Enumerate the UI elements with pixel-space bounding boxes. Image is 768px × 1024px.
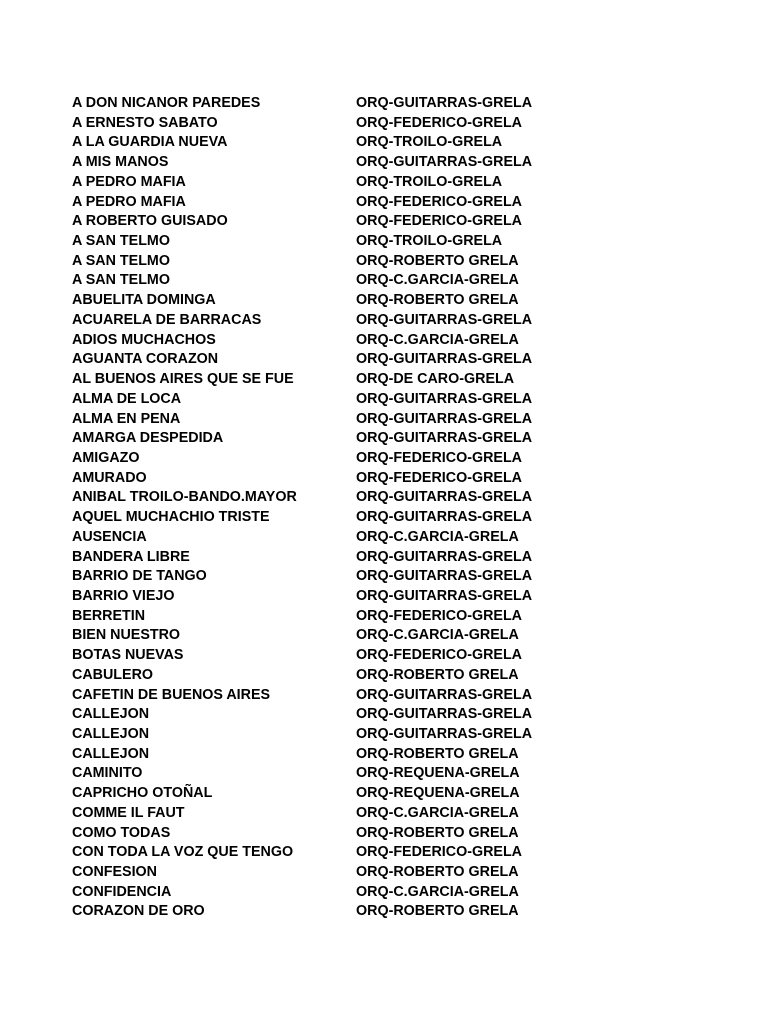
list-item xyxy=(72,883,712,903)
orchestra-name: ORQ-C.GARCIA-GRELA xyxy=(356,627,519,644)
list-item xyxy=(72,863,712,883)
song-title: CALLEJON xyxy=(72,706,150,723)
list-item xyxy=(72,705,712,725)
song-list xyxy=(72,94,712,922)
list-item xyxy=(72,686,712,706)
song-title: A SAN TELMO xyxy=(72,233,170,250)
list-item xyxy=(72,804,712,824)
song-title: A ROBERTO GUISADO xyxy=(72,213,228,230)
list-item xyxy=(72,350,712,370)
list-item xyxy=(72,331,712,351)
orchestra-name: ORQ-GUITARRAS-GRELA xyxy=(356,311,533,328)
list-item xyxy=(72,607,712,627)
song-title: AUSENCIA xyxy=(72,528,147,545)
list-item xyxy=(72,843,712,863)
list-item xyxy=(72,567,712,587)
list-item xyxy=(72,212,712,232)
song-title: CAFETIN DE BUENOS AIRES xyxy=(72,686,271,703)
orchestra-name: ORQ-GUITARRAS-GRELA xyxy=(356,726,533,742)
orchestra-name: ORQ-ROBERTO GRELA xyxy=(356,292,519,309)
orchestra-name: ORQ-GUITARRAS-GRELA xyxy=(356,509,533,526)
orchestra-name: ORQ-C.GARCIA-GRELA xyxy=(356,883,519,900)
orchestra-name: ORQ-ROBERTO GRELA xyxy=(356,824,519,841)
orchestra-name: ORQ-TROILO-GRELA xyxy=(356,233,503,250)
list-item xyxy=(72,173,712,193)
song-title: A DON NICANOR PAREDES xyxy=(72,95,261,111)
orchestra-name: ORQ-GUITARRAS-GRELA xyxy=(356,390,533,407)
song-title: A MIS MANOS xyxy=(72,154,169,171)
list-item xyxy=(72,390,712,410)
list-item xyxy=(72,587,712,607)
song-title: CALLEJON xyxy=(72,726,150,742)
song-title: BARRIO DE TANGO xyxy=(72,568,207,585)
song-title: ACUARELA DE BARRACAS xyxy=(72,311,262,328)
orchestra-name: ORQ-GUITARRAS-GRELA xyxy=(356,686,533,703)
song-title: ABUELITA DOMINGA xyxy=(72,292,216,309)
orchestra-name: ORQ-GUITARRAS-GRELA xyxy=(356,489,533,506)
song-title: AGUANTA CORAZON xyxy=(72,351,219,368)
song-title: COMO TODAS xyxy=(72,824,171,841)
orchestra-name: ORQ-FEDERICO-GRELA xyxy=(356,469,522,486)
song-title: CONFIDENCIA xyxy=(72,883,172,900)
song-title: CAPRICHO OTOÑAL xyxy=(72,785,213,802)
song-title: BANDERA LIBRE xyxy=(72,548,190,565)
orchestra-name: ORQ-GUITARRAS-GRELA xyxy=(356,430,533,447)
orchestra-name: ORQ-FEDERICO-GRELA xyxy=(356,114,522,131)
list-item xyxy=(72,902,712,922)
orchestra-name: ORQ-TROILO-GRELA xyxy=(356,134,503,151)
orchestra-name: ORQ-GUITARRAS-GRELA xyxy=(356,587,533,604)
orchestra-name: ORQ-GUITARRAS-GRELA xyxy=(356,95,533,111)
list-item xyxy=(72,252,712,272)
list-item xyxy=(72,548,712,568)
list-item xyxy=(72,94,712,114)
list-item xyxy=(72,291,712,311)
list-item xyxy=(72,784,712,804)
orchestra-name: ORQ-GUITARRAS-GRELA xyxy=(356,548,533,565)
list-item xyxy=(72,370,712,390)
list-item xyxy=(72,232,712,252)
song-title: CON TODA LA VOZ QUE TENGO xyxy=(72,844,294,861)
list-item xyxy=(72,488,712,508)
song-title: CONFESION xyxy=(72,864,157,881)
song-title: CAMINITO xyxy=(72,765,143,782)
list-item xyxy=(72,745,712,765)
list-item xyxy=(72,725,712,745)
orchestra-name: ORQ-FEDERICO-GRELA xyxy=(356,213,522,230)
orchestra-name: ORQ-GUITARRAS-GRELA xyxy=(356,568,533,585)
song-title: COMME IL FAUT xyxy=(72,804,185,821)
song-title: ANIBAL TROILO-BANDO.MAYOR xyxy=(72,489,297,506)
list-item xyxy=(72,666,712,686)
orchestra-name: ORQ-DE CARO-GRELA xyxy=(356,371,515,388)
song-title: CORAZON DE ORO xyxy=(72,903,205,920)
song-title: A PEDRO MAFIA xyxy=(72,193,186,210)
song-title: A SAN TELMO xyxy=(72,252,170,269)
list-item xyxy=(72,271,712,291)
orchestra-name: ORQ-FEDERICO-GRELA xyxy=(356,844,522,861)
song-title: A LA GUARDIA NUEVA xyxy=(72,134,228,151)
song-title: BERRETIN xyxy=(72,607,146,624)
list-item xyxy=(72,133,712,153)
orchestra-name: ORQ-C.GARCIA-GRELA xyxy=(356,331,519,348)
list-item xyxy=(72,410,712,430)
song-title: BOTAS NUEVAS xyxy=(72,647,184,664)
list-item xyxy=(72,311,712,331)
list-item xyxy=(72,429,712,449)
list-item xyxy=(72,469,712,489)
song-title: ALMA EN PENA xyxy=(72,410,181,427)
list-item xyxy=(72,114,712,134)
orchestra-name: ORQ-ROBERTO GRELA xyxy=(356,252,519,269)
song-title: CABULERO xyxy=(72,666,154,683)
song-title: AMURADO xyxy=(72,469,147,486)
list-item xyxy=(72,508,712,528)
orchestra-name: ORQ-REQUENA-GRELA xyxy=(356,785,520,802)
song-title: BIEN NUESTRO xyxy=(72,627,181,644)
orchestra-name: ORQ-REQUENA-GRELA xyxy=(356,765,520,782)
song-title: CALLEJON xyxy=(72,745,150,762)
list-item xyxy=(72,528,712,548)
orchestra-name: ORQ-FEDERICO-GRELA xyxy=(356,607,522,624)
list-item xyxy=(72,626,712,646)
song-title: A PEDRO MAFIA xyxy=(72,173,186,190)
song-title: AMARGA DESPEDIDA xyxy=(72,430,224,447)
orchestra-name: ORQ-TROILO-GRELA xyxy=(356,173,503,190)
song-title: AQUEL MUCHACHIO TRISTE xyxy=(72,509,270,526)
orchestra-name: ORQ-ROBERTO GRELA xyxy=(356,745,519,762)
orchestra-name: ORQ-GUITARRAS-GRELA xyxy=(356,351,533,368)
song-title: BARRIO VIEJO xyxy=(72,587,175,604)
orchestra-name: ORQ-GUITARRAS-GRELA xyxy=(356,410,533,427)
list-item xyxy=(72,153,712,173)
list-item xyxy=(72,449,712,469)
orchestra-name: ORQ-ROBERTO GRELA xyxy=(356,903,519,920)
list-item xyxy=(72,764,712,784)
orchestra-name: ORQ-GUITARRAS-GRELA xyxy=(356,706,533,723)
orchestra-name: ORQ-GUITARRAS-GRELA xyxy=(356,154,533,171)
song-title: ALMA DE LOCA xyxy=(72,390,182,407)
song-title: AL BUENOS AIRES QUE SE FUE xyxy=(72,371,294,388)
orchestra-name: ORQ-C.GARCIA-GRELA xyxy=(356,272,519,289)
orchestra-name: ORQ-FEDERICO-GRELA xyxy=(356,647,522,664)
orchestra-name: ORQ-ROBERTO GRELA xyxy=(356,864,519,881)
list-item xyxy=(72,646,712,666)
list-item xyxy=(72,193,712,213)
orchestra-name: ORQ-FEDERICO-GRELA xyxy=(356,449,522,466)
song-title: A SAN TELMO xyxy=(72,272,170,289)
list-item xyxy=(72,824,712,844)
song-title: ADIOS MUCHACHOS xyxy=(72,331,216,348)
song-title: AMIGAZO xyxy=(72,449,140,466)
orchestra-name: ORQ-C.GARCIA-GRELA xyxy=(356,528,519,545)
orchestra-name: ORQ-C.GARCIA-GRELA xyxy=(356,804,519,821)
orchestra-name: ORQ-ROBERTO GRELA xyxy=(356,666,519,683)
song-title: A ERNESTO SABATO xyxy=(72,114,218,131)
orchestra-name: ORQ-FEDERICO-GRELA xyxy=(356,193,522,210)
